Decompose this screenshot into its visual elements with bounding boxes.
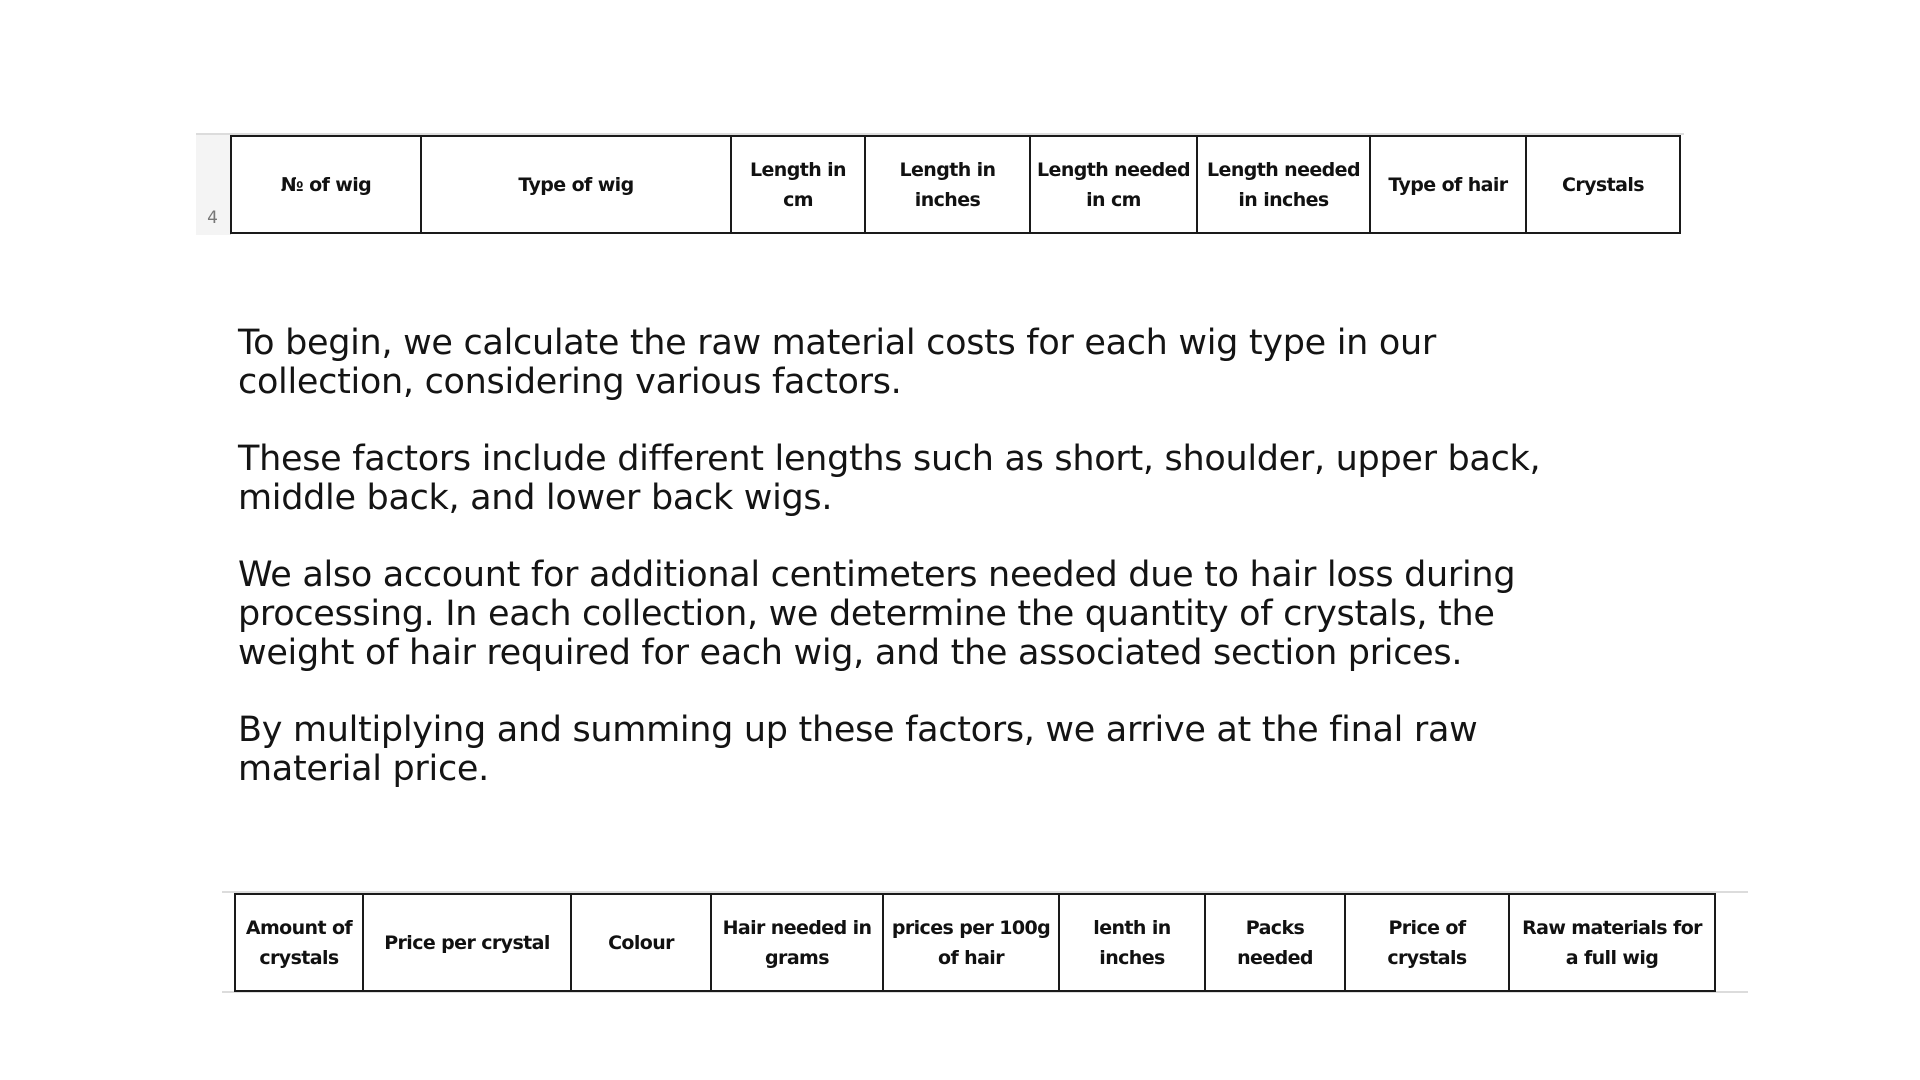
header-cell-length-cm: Length in cm — [731, 136, 865, 233]
header-cell-price-per-crystal: Price per crystal — [363, 894, 571, 991]
header-cell-crystal-price: Price of crystals — [1345, 894, 1509, 991]
table-header-row — [235, 894, 1715, 991]
paragraph-final-price: By multiplying and summing up these factors, we arrive at the final raw material price. — [238, 710, 1478, 789]
header-cell-length-needed-inches: Length needed in inches — [1197, 136, 1370, 233]
header-cell-price-per-100g: prices per 100g of hair — [883, 894, 1059, 991]
header-cell-crystal-amount: Amount of crystals — [235, 894, 363, 991]
header-cell-length-needed-cm: Length needed in cm — [1030, 136, 1197, 233]
header-cell-packs-needed: Packs needed — [1205, 894, 1345, 991]
header-cell-raw-materials-total: Raw materials for a full wig — [1509, 894, 1715, 991]
paragraph-lengths: These factors include different lengths such as short, shoulder, upper back, middle back, and lower back wigs. — [238, 439, 1541, 518]
row-number: 4 — [207, 208, 218, 228]
explanation-text — [238, 324, 1558, 827]
header-cell-colour: Colour — [571, 894, 711, 991]
header-cell-crystals: Crystals — [1526, 136, 1680, 233]
header-cell-hair-grams: Hair needed in grams — [711, 894, 883, 991]
header-cell-length-inches: lenth in inches — [1059, 894, 1205, 991]
table-header-row — [231, 136, 1680, 233]
wig-spec-header-table — [230, 135, 1681, 234]
header-cell-length-inches: Length in inches — [865, 136, 1030, 233]
header-cell-wig-number: № of wig — [231, 136, 421, 233]
paragraph-intro: To begin, we calculate the raw material costs for each wig type in our collection, considering various factors. — [238, 323, 1436, 402]
header-cell-hair-type: Type of hair — [1370, 136, 1526, 233]
cost-calculation-header-table — [234, 893, 1716, 992]
paragraph-hair-loss: We also account for additional centimeters needed due to hair loss during processing. In each collection, we determine the quantity of crystals, the weight of hair required for each wig, and the associated section prices. — [238, 555, 1516, 673]
header-cell-wig-type: Type of wig — [421, 136, 731, 233]
